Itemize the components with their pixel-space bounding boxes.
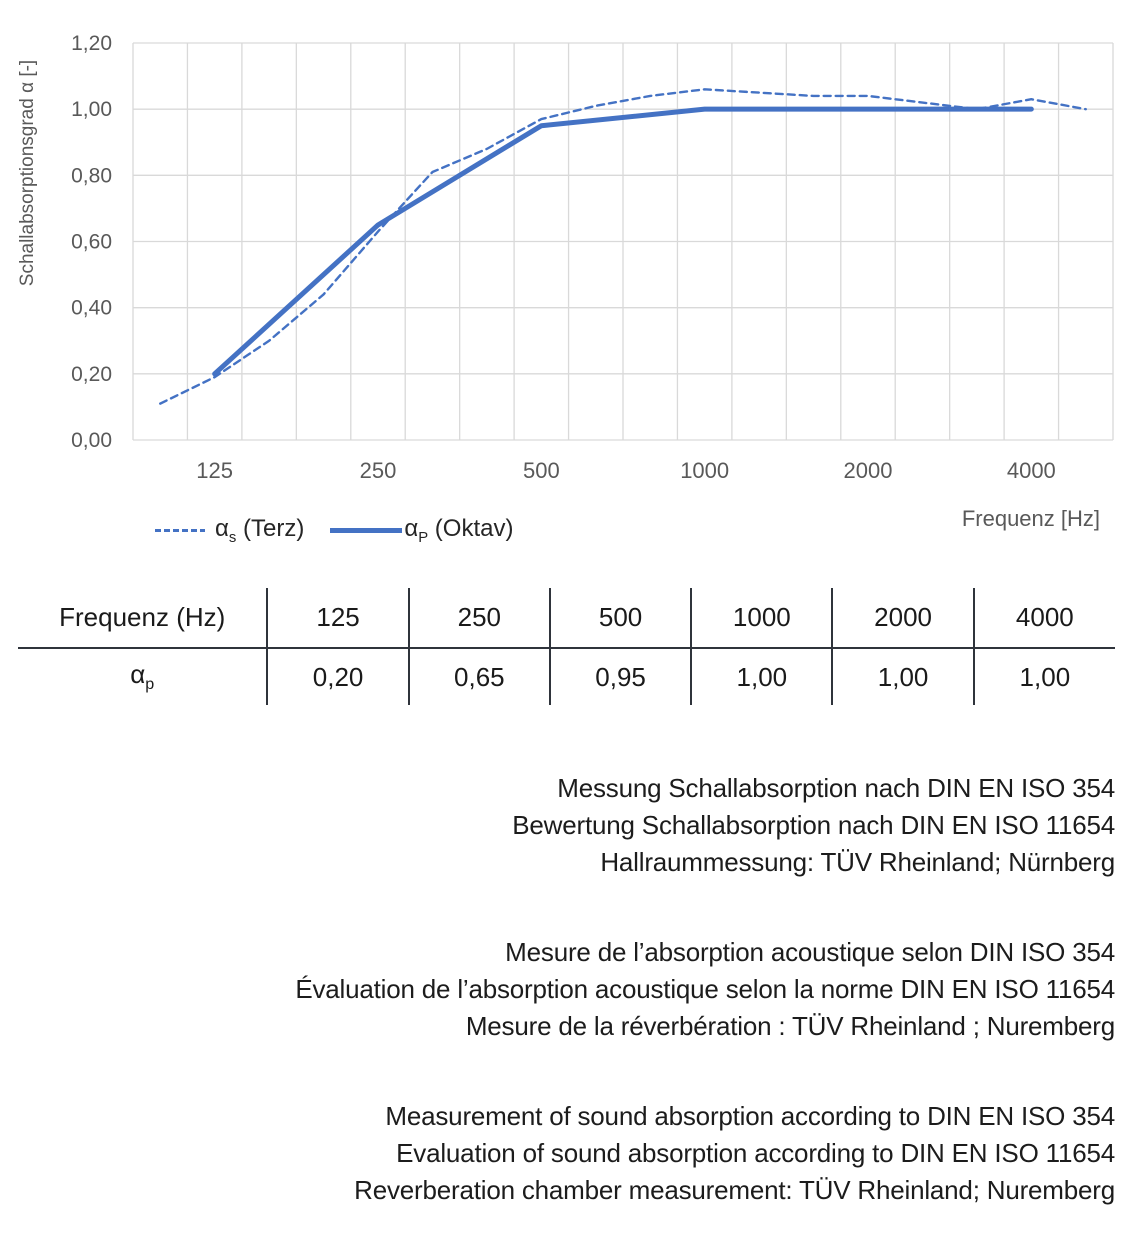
legend-item-terz bbox=[155, 515, 304, 546]
table-header-frequency: Frequenz (Hz) bbox=[18, 588, 267, 648]
note-line: Reverberation chamber measurement: TÜV Rheinland; Nuremberg bbox=[354, 1175, 1115, 1205]
x-tick-label: 2000 bbox=[843, 458, 893, 483]
note-line: Evaluation of sound absorption according to DIN EN ISO 11654 bbox=[396, 1138, 1115, 1168]
note-line: Measurement of sound absorption according to DIN EN ISO 354 bbox=[385, 1101, 1115, 1131]
note-line: Mesure de l’absorption acoustique selon DIN ISO 354 bbox=[505, 937, 1115, 967]
notes-french bbox=[0, 934, 1135, 1045]
legend-label-terz: $\alpha_s$ (Terz) bbox=[215, 515, 305, 546]
note-line: Messung Schallabsorption nach DIN EN ISO 354 bbox=[557, 773, 1115, 803]
note-line: Bewertung Schallabsorption nach DIN EN ISO 11654 bbox=[512, 810, 1115, 840]
x-tick-label: 125 bbox=[196, 458, 234, 483]
note-line: Mesure de la réverbération : TÜV Rheinland ; Nuremberg bbox=[465, 1011, 1115, 1041]
table-value-125: 0,20 bbox=[267, 648, 408, 705]
x-tick-label: 500 bbox=[522, 458, 560, 483]
table-header-4000: 4000 bbox=[974, 588, 1115, 648]
notes-german bbox=[0, 770, 1135, 881]
dashed-line-sample-icon bbox=[155, 529, 205, 532]
note-line: Hallraummessung: TÜV Rheinland; Nürnberg bbox=[600, 847, 1115, 877]
y-tick-label: 0,20 bbox=[71, 362, 112, 386]
table-value-250: 0,65 bbox=[409, 648, 550, 705]
chart-legend bbox=[155, 515, 513, 546]
x-axis-title: Frequenz [Hz] bbox=[961, 506, 1100, 531]
table-header-250: 250 bbox=[409, 588, 550, 648]
table-value-2000: 1,00 bbox=[832, 648, 973, 705]
y-tick-label: 1,20 bbox=[71, 32, 112, 55]
table-header-500: 500 bbox=[550, 588, 691, 648]
y-tick-label: 0,80 bbox=[71, 164, 112, 188]
table-values-row bbox=[18, 648, 1115, 705]
y-tick-label: 1,00 bbox=[71, 98, 112, 122]
table-value-1000: 1,00 bbox=[691, 648, 832, 705]
notes-english bbox=[0, 1098, 1135, 1209]
y-axis-title: Schallabsorptionsgrad α [-] bbox=[17, 59, 38, 287]
table-header-1000: 1000 bbox=[691, 588, 832, 648]
table-header-125: 125 bbox=[267, 588, 408, 648]
x-tick-label: 1000 bbox=[680, 458, 730, 483]
table-header-2000: 2000 bbox=[832, 588, 973, 648]
x-tick-label: 4000 bbox=[1006, 458, 1056, 483]
solid-line-sample-icon bbox=[330, 528, 402, 533]
alpha-p-table bbox=[18, 588, 1115, 705]
legend-label-oktav: $\alpha_P$ (Oktav) bbox=[404, 515, 514, 546]
note-line: Évaluation de l’absorption acoustique selon la norme DIN EN ISO 11654 bbox=[295, 974, 1115, 1004]
absorption-line-chart bbox=[0, 0, 1135, 545]
table-value-4000: 1,00 bbox=[974, 648, 1115, 705]
y-tick-label: 0,40 bbox=[71, 296, 112, 320]
table-row-label: $\alpha_p$ bbox=[130, 659, 155, 694]
x-tick-label: 250 bbox=[359, 458, 397, 483]
legend-item-oktav bbox=[330, 515, 513, 546]
y-tick-label: 0,60 bbox=[71, 230, 112, 254]
table-header-row bbox=[18, 588, 1115, 648]
table-value-500: 0,95 bbox=[550, 648, 691, 705]
y-tick-label: 0,00 bbox=[71, 429, 112, 452]
